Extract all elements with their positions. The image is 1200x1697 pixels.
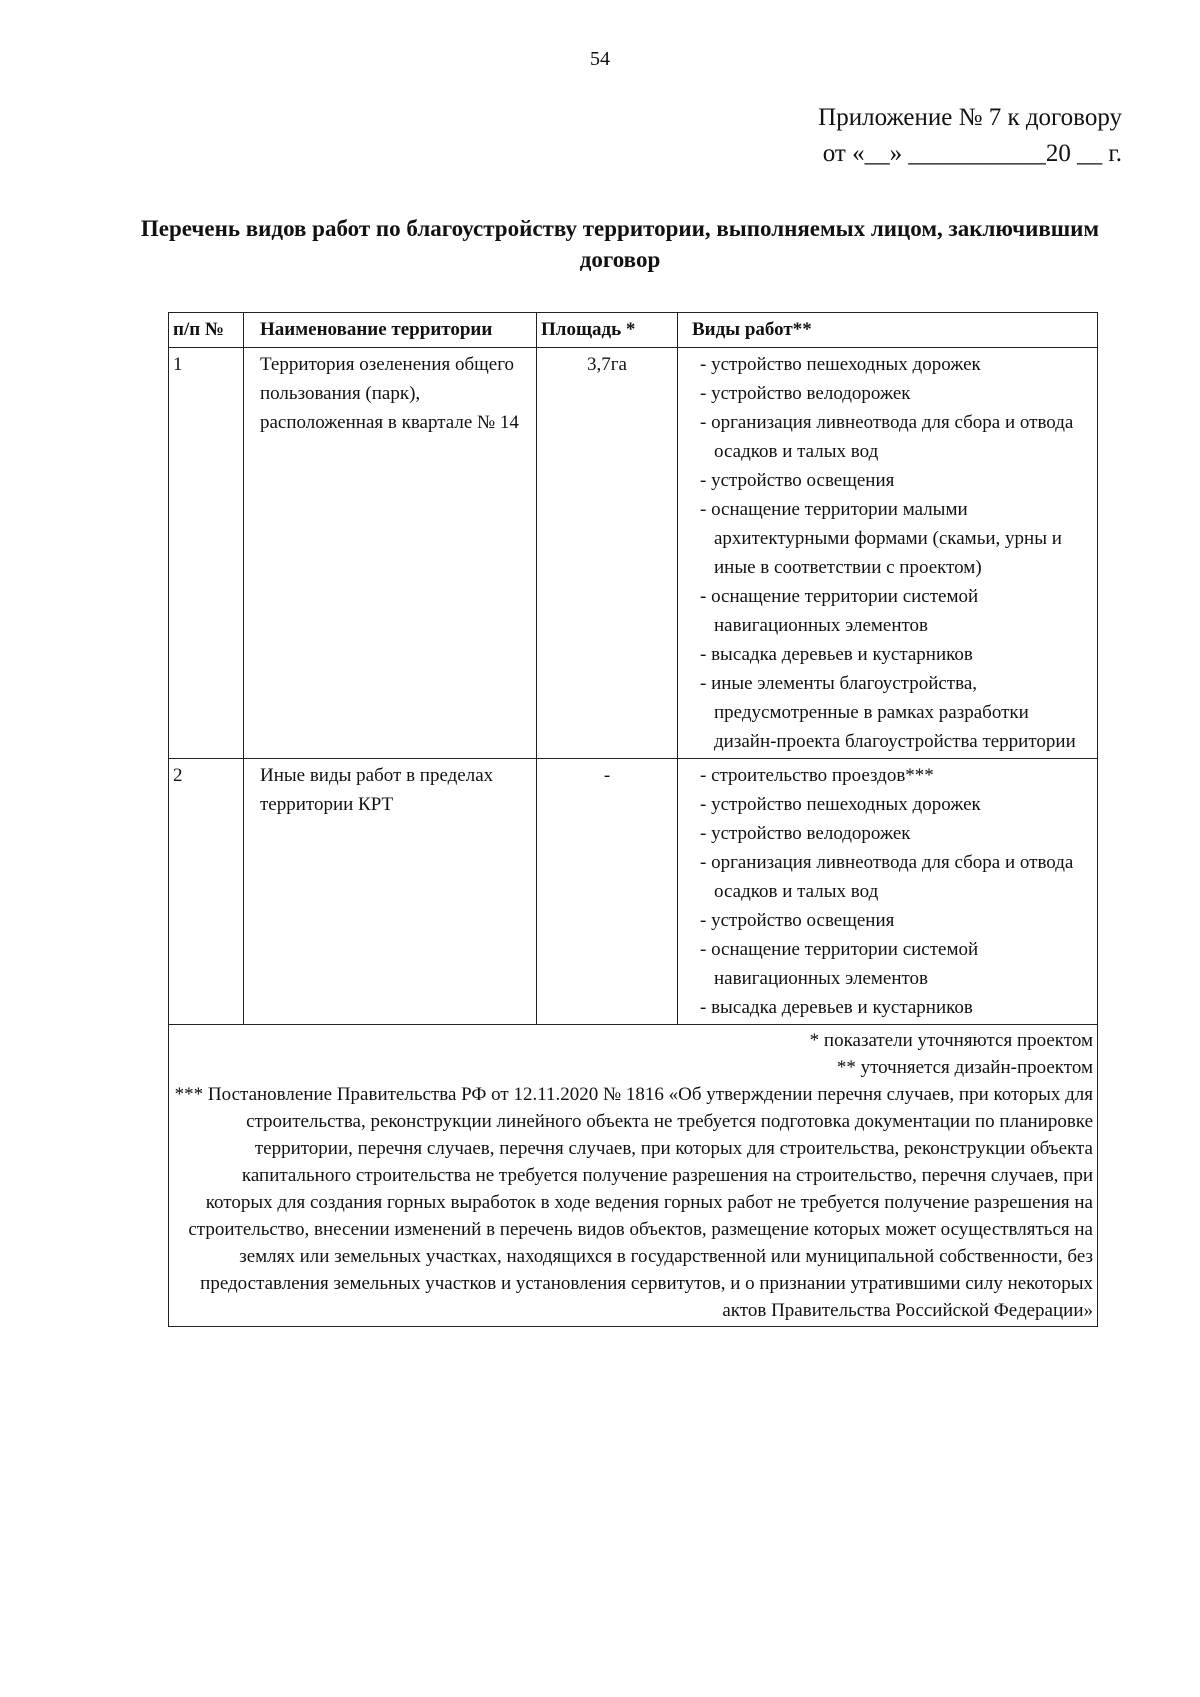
appendix-line-1: Приложение № 7 к договору (818, 104, 1122, 131)
document-title: Перечень видов работ по благоустройству территории, выполняемых лицом, заключившим договор (140, 216, 1100, 272)
list-item: - устройство велодорожек (692, 819, 1093, 848)
page-number: 54 (590, 48, 610, 70)
footnote-2: ** уточняется дизайн-проектом (836, 1057, 1093, 1078)
row-num: 1 (169, 348, 244, 759)
list-item: - устройство велодорожек (692, 379, 1093, 408)
works-list (692, 350, 1093, 756)
table-row (169, 348, 1098, 759)
row-works (678, 348, 1098, 759)
list-item: - высадка деревьев и кустарников (692, 993, 1093, 1022)
notes-row (169, 1025, 1098, 1327)
table-header-row (169, 313, 1098, 348)
row-area: - (537, 759, 678, 1025)
row-name: Иные виды работ в пределах территории КРТ (244, 759, 537, 1025)
list-item: - устройство освещения (692, 466, 1093, 495)
header-num: п/п № (169, 313, 244, 348)
works-table (168, 312, 1098, 1327)
footnote-3: *** Постановление Правительства РФ от 12.11.2020 № 1816 «Об утверждении перечня случаев, при которых для строительства, реконструкции линейного объекта не требуется подготовка документации по планировке территории, перечня случаев, перечня случаев, при которых для строительства, реконструкции объекта капитального строительства не требуется получение разрешения на строительство, перечня случаев, при которых для создания горных выработок в ходе ведения горных работ не требуется получение разрешения на строительство, внесении изменений в перечень видов объектов, размещение которых может осуществляться на землях или земельных участках, находящихся в государственной или муниципальной собственности, без предоставления земельных участков и установления сервитутов, и о признании утратившими силу некоторых актов Правительства Российской Федерации» (174, 1084, 1093, 1321)
list-item: - организация ливнеотвода для сбора и отвода осадков и талых вод (692, 848, 1093, 906)
list-item: - иные элементы благоустройства, предусмотренные в рамках разработки дизайн-проекта благоустройства территории (692, 669, 1093, 756)
list-item: - устройство освещения (692, 906, 1093, 935)
header-area: Площадь * (537, 313, 678, 348)
footnotes (169, 1025, 1098, 1327)
works-list (692, 761, 1093, 1022)
row-works (678, 759, 1098, 1025)
list-item: - оснащение территории малыми архитектурными формами (скамьи, урны и иные в соответствии с проектом) (692, 495, 1093, 582)
appendix-header (818, 100, 1122, 172)
list-item: - устройство пешеходных дорожек (692, 350, 1093, 379)
list-item: - организация ливнеотвода для сбора и отвода осадков и талых вод (692, 408, 1093, 466)
row-area: 3,7га (537, 348, 678, 759)
list-item: - высадка деревьев и кустарников (692, 640, 1093, 669)
list-item: - оснащение территории системой навигационных элементов (692, 582, 1093, 640)
header-name: Наименование территории (244, 313, 537, 348)
appendix-line-2: от «__» ___________20 __ г. (822, 140, 1122, 167)
list-item: - строительство проездов*** (692, 761, 1093, 790)
table-row (169, 759, 1098, 1025)
list-item: - оснащение территории системой навигационных элементов (692, 935, 1093, 993)
header-works: Виды работ** (678, 313, 1098, 348)
footnote-1: * показатели уточняются проектом (809, 1030, 1093, 1051)
row-num: 2 (169, 759, 244, 1025)
list-item: - устройство пешеходных дорожек (692, 790, 1093, 819)
row-name: Территория озеленения общего пользования (парк), расположенная в квартале № 14 (244, 348, 537, 759)
